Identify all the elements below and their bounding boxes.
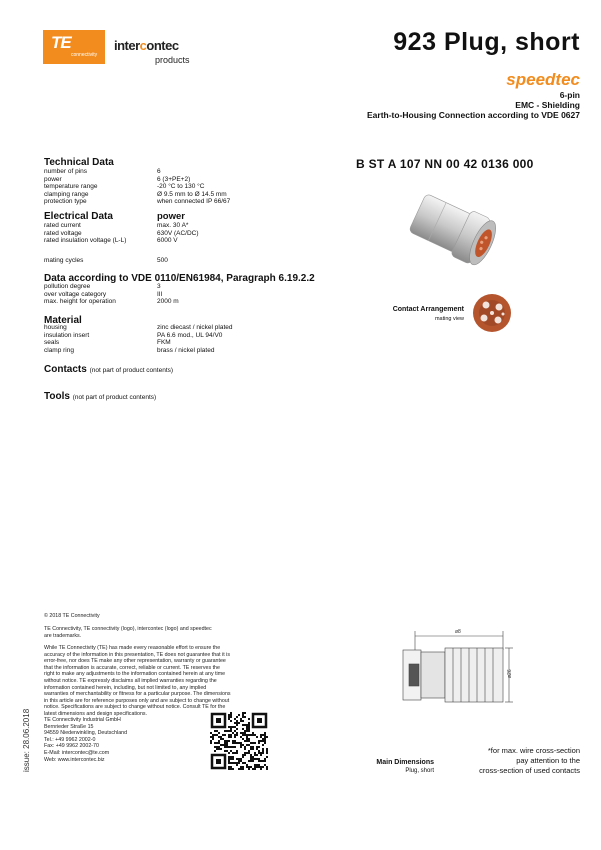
tools-section: Tools (not part of product contents) xyxy=(44,391,157,402)
electrical-column-heading: power xyxy=(157,211,185,222)
main-dimensions-sub: Plug, short xyxy=(405,768,434,774)
disclaimer: While TE Connectivity (TE) has made every reasonable effort to ensure the accuracy of the information in this presentation, TE does not guarantee that it is error-free, nor does TE make any other representation, warranty or guarantee that the information is accurate, correct, reliable or current. TE reserves the right to make any adjustments to the information contained herein at any time without notice. TE expressly disclaims all implied warranties regarding the information contained herein, including, but not limited to, any implied warranties of merchantability or fitness for a particular purpose. The dimensions in this article are for reference purposes only and are subject to change without notice. Specifications are subject to change without notice. Consult TE for the latest dimensions and design specifications. xyxy=(44,645,231,717)
electrical-data-heading: Electrical Data xyxy=(44,211,113,222)
products-label: products xyxy=(155,55,190,65)
mating-view-label: mating view xyxy=(434,316,464,322)
plug-product-image xyxy=(405,183,505,278)
table-row: protection type when connected IP 66/67 xyxy=(44,198,231,206)
material-table xyxy=(44,324,233,354)
technical-data-heading: Technical Data xyxy=(44,157,114,168)
mating-cycles-row: mating cycles 500 xyxy=(44,257,168,264)
table-row: power 6 (3+PE+2) xyxy=(44,175,191,183)
dim-length-label: ø8 xyxy=(455,629,461,635)
email-link[interactable]: E-Mail: intercontec@te.com xyxy=(44,749,110,756)
contacts-section: Contacts (not part of product contents) xyxy=(44,364,174,375)
te-connectivity-text: connectivity xyxy=(71,52,98,58)
qr-code[interactable] xyxy=(210,712,268,770)
table-row: seals FKM xyxy=(44,339,171,347)
copyright: © 2018 TE Connectivity xyxy=(44,613,100,619)
te-mark: TE xyxy=(51,33,71,52)
table-row: max. height for operation 2000 m xyxy=(44,298,179,306)
trademarks: TE Connectivity, TE connectivity (logo), intercontec (logo) and speedtec are trademarks. xyxy=(44,626,212,639)
pin-count: 6-pin xyxy=(559,90,580,100)
intercontec-logo: intercontec xyxy=(114,38,179,53)
vde-data-heading: Data according to VDE 0110/EN61984, Paragraph 6.19.2.2 xyxy=(44,273,315,284)
issue-date: issue: 28.06.2018 xyxy=(22,708,31,772)
main-dimensions-label: Main Dimensions xyxy=(376,759,434,766)
table-row: insulation insert PA 6.6 mod., UL 94/V0 xyxy=(44,331,223,339)
table-row: rated current max. 30 A* xyxy=(44,222,189,229)
table-row: number of pins 6 xyxy=(44,168,161,175)
table-row: pollution degree 3 xyxy=(44,283,161,290)
part-number: B ST A 107 NN 00 42 0136 000 xyxy=(356,157,534,171)
connection-standard: Earth-to-Housing Connection according to VDE 0627 xyxy=(367,110,580,120)
page-title: 923 Plug, short xyxy=(393,28,580,56)
emc-shielding: EMC - Shielding xyxy=(515,100,580,110)
te-connectivity-logo xyxy=(43,30,105,64)
table-row: rated voltage 630V (AC/DC) xyxy=(44,229,199,237)
table-row: rated insulation voltage (L-L) 6000 V xyxy=(44,237,178,245)
table-row: housing zinc diecast / nickel plated xyxy=(44,324,233,331)
table-row: temperature range -20 °C to 130 °C xyxy=(44,183,205,191)
contact-arrangement-label: Contact Arrangement xyxy=(392,306,464,313)
company-address: TE Connectivity Industrial GmbH Bernrieder Straße 15 94559 Niederwinkling, Deutschland Tel.: +49 9962 2002-0 Fax: +49 9962 2002-70 E-Mail: intercontec@te.com Web: www.intercontec.biz xyxy=(44,717,128,763)
dim-diameter-label: ø26 xyxy=(507,669,513,678)
main-dimensions-drawing xyxy=(393,626,523,716)
vde-data-table xyxy=(44,283,179,306)
table-row: clamping range Ø 9.5 mm to Ø 14.5 mm xyxy=(44,190,227,198)
electrical-data-table xyxy=(44,222,199,245)
footnote: *for max. wire cross-section pay attention to the cross-section of used contacts xyxy=(479,746,580,775)
technical-data-table xyxy=(44,168,230,206)
material-heading: Material xyxy=(44,315,82,326)
speedtec-logo: speedtec xyxy=(506,70,580,89)
web-link[interactable]: Web: www.intercontec.biz xyxy=(44,756,105,763)
table-row: over voltage category III xyxy=(44,290,163,298)
table-row: clamp ring brass / nickel plated xyxy=(44,346,215,354)
contact-arrangement-diagram xyxy=(472,293,512,333)
